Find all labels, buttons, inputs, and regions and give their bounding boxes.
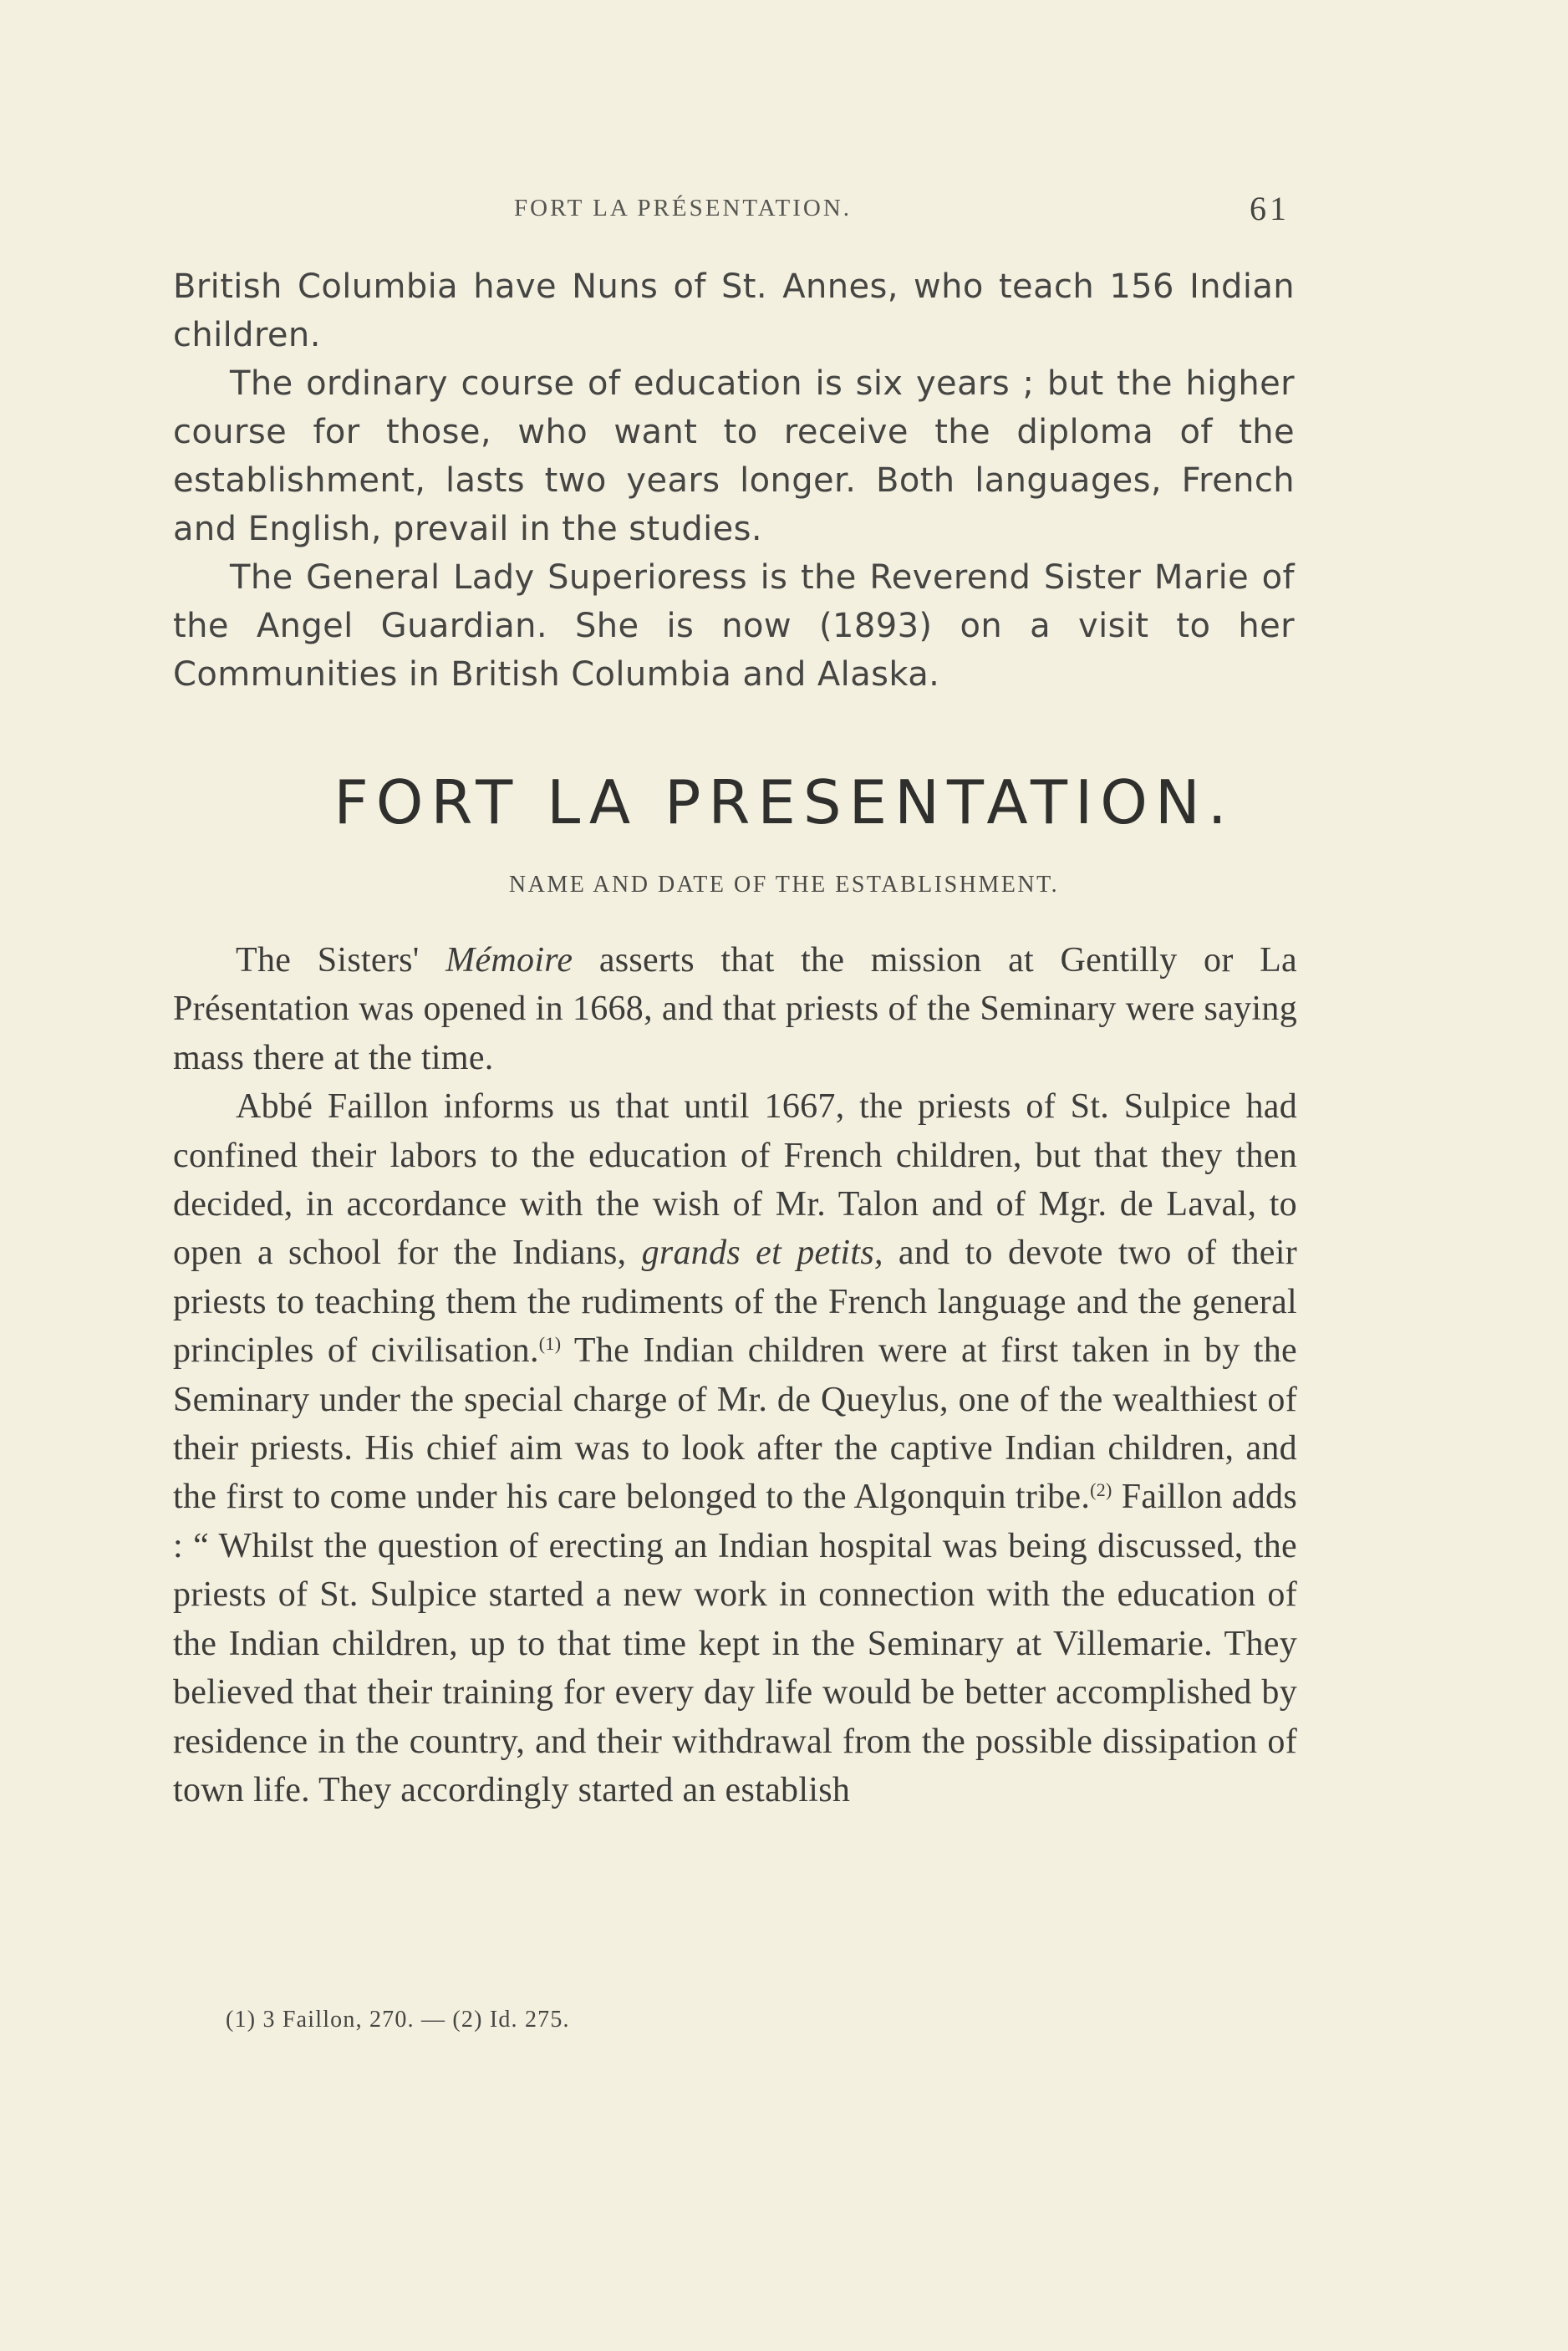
footnote-ref-1: (1) xyxy=(538,1333,562,1355)
text-run: asserts that the mission at Gentilly or La Présentation was opened in 1668, and that priests of the Seminary were saying mass there at the time. xyxy=(173,941,1297,1077)
running-head: FORT LA PRÉSENTATION. xyxy=(514,195,853,221)
footnote-ref-2: (2) xyxy=(1090,1479,1112,1501)
text-run: The Indian children were at first taken in by the Seminary under the special charge of Mr. de Queylus, one of the wealthiest of their priests. His chief aim was to look after the captive Indian children, and the first to come under his care belonged to the Algonquin tribe. xyxy=(173,1331,1297,1517)
paragraph: The ordinary course of education is six years ; but the higher course for those, who want to receive the diploma of the establishment, lasts two years longer. Both languages, French and English, prevail in the studies. xyxy=(173,364,1295,548)
italic-title: Mémoire xyxy=(445,941,573,980)
italic-phrase: grands et petits, xyxy=(641,1234,883,1273)
section-title: FORT LA PRESENTATION. xyxy=(333,767,1235,837)
paragraph: British Columbia have Nuns of St. Annes, who teach 156 Indian children. xyxy=(173,267,1295,354)
section-subtitle: NAME AND DATE OF THE ESTABLISHMENT. xyxy=(508,872,1060,898)
section-body xyxy=(173,936,1297,1814)
paragraph xyxy=(173,1082,1297,1814)
text-run: The Sisters' xyxy=(236,941,446,980)
text-run: and to devote two of their priests to teaching them the rudiments of the French language and the general principles of civilisation. xyxy=(173,1234,1297,1371)
intro-text xyxy=(173,262,1295,699)
paragraph xyxy=(173,936,1297,1082)
text-run: Abbé Faillon informs us that until 1667, the priests of St. Sulpice had confined their labors to the education of French children, but that they then decided, in accordance with the wish of Mr. Talon and of Mgr. de Laval, to open a school for the Indians, xyxy=(173,1087,1297,1273)
text-run: Faillon adds : “ Whilst the question of erecting an Indian hospital was being discussed, the priests of St. Sulpice started a new work in connection with the education of the Indian children, up to that time kept in the Seminary at Villemarie. They believed that their training for every day life would be better accomplished by residence in the country, and their withdrawal from the possible dissipation of town life. They accordingly started an establish xyxy=(173,1478,1297,1809)
page-number: 61 xyxy=(1250,190,1290,227)
footnotes: (1) 3 Faillon, 270. — (2) Id. 275. xyxy=(226,2007,570,2033)
paragraph: The General Lady Superioress is the Reverend Sister Marie of the Angel Guardian. She is now (1893) on a visit to her Communities in British Columbia and Alaska. xyxy=(173,558,1295,694)
